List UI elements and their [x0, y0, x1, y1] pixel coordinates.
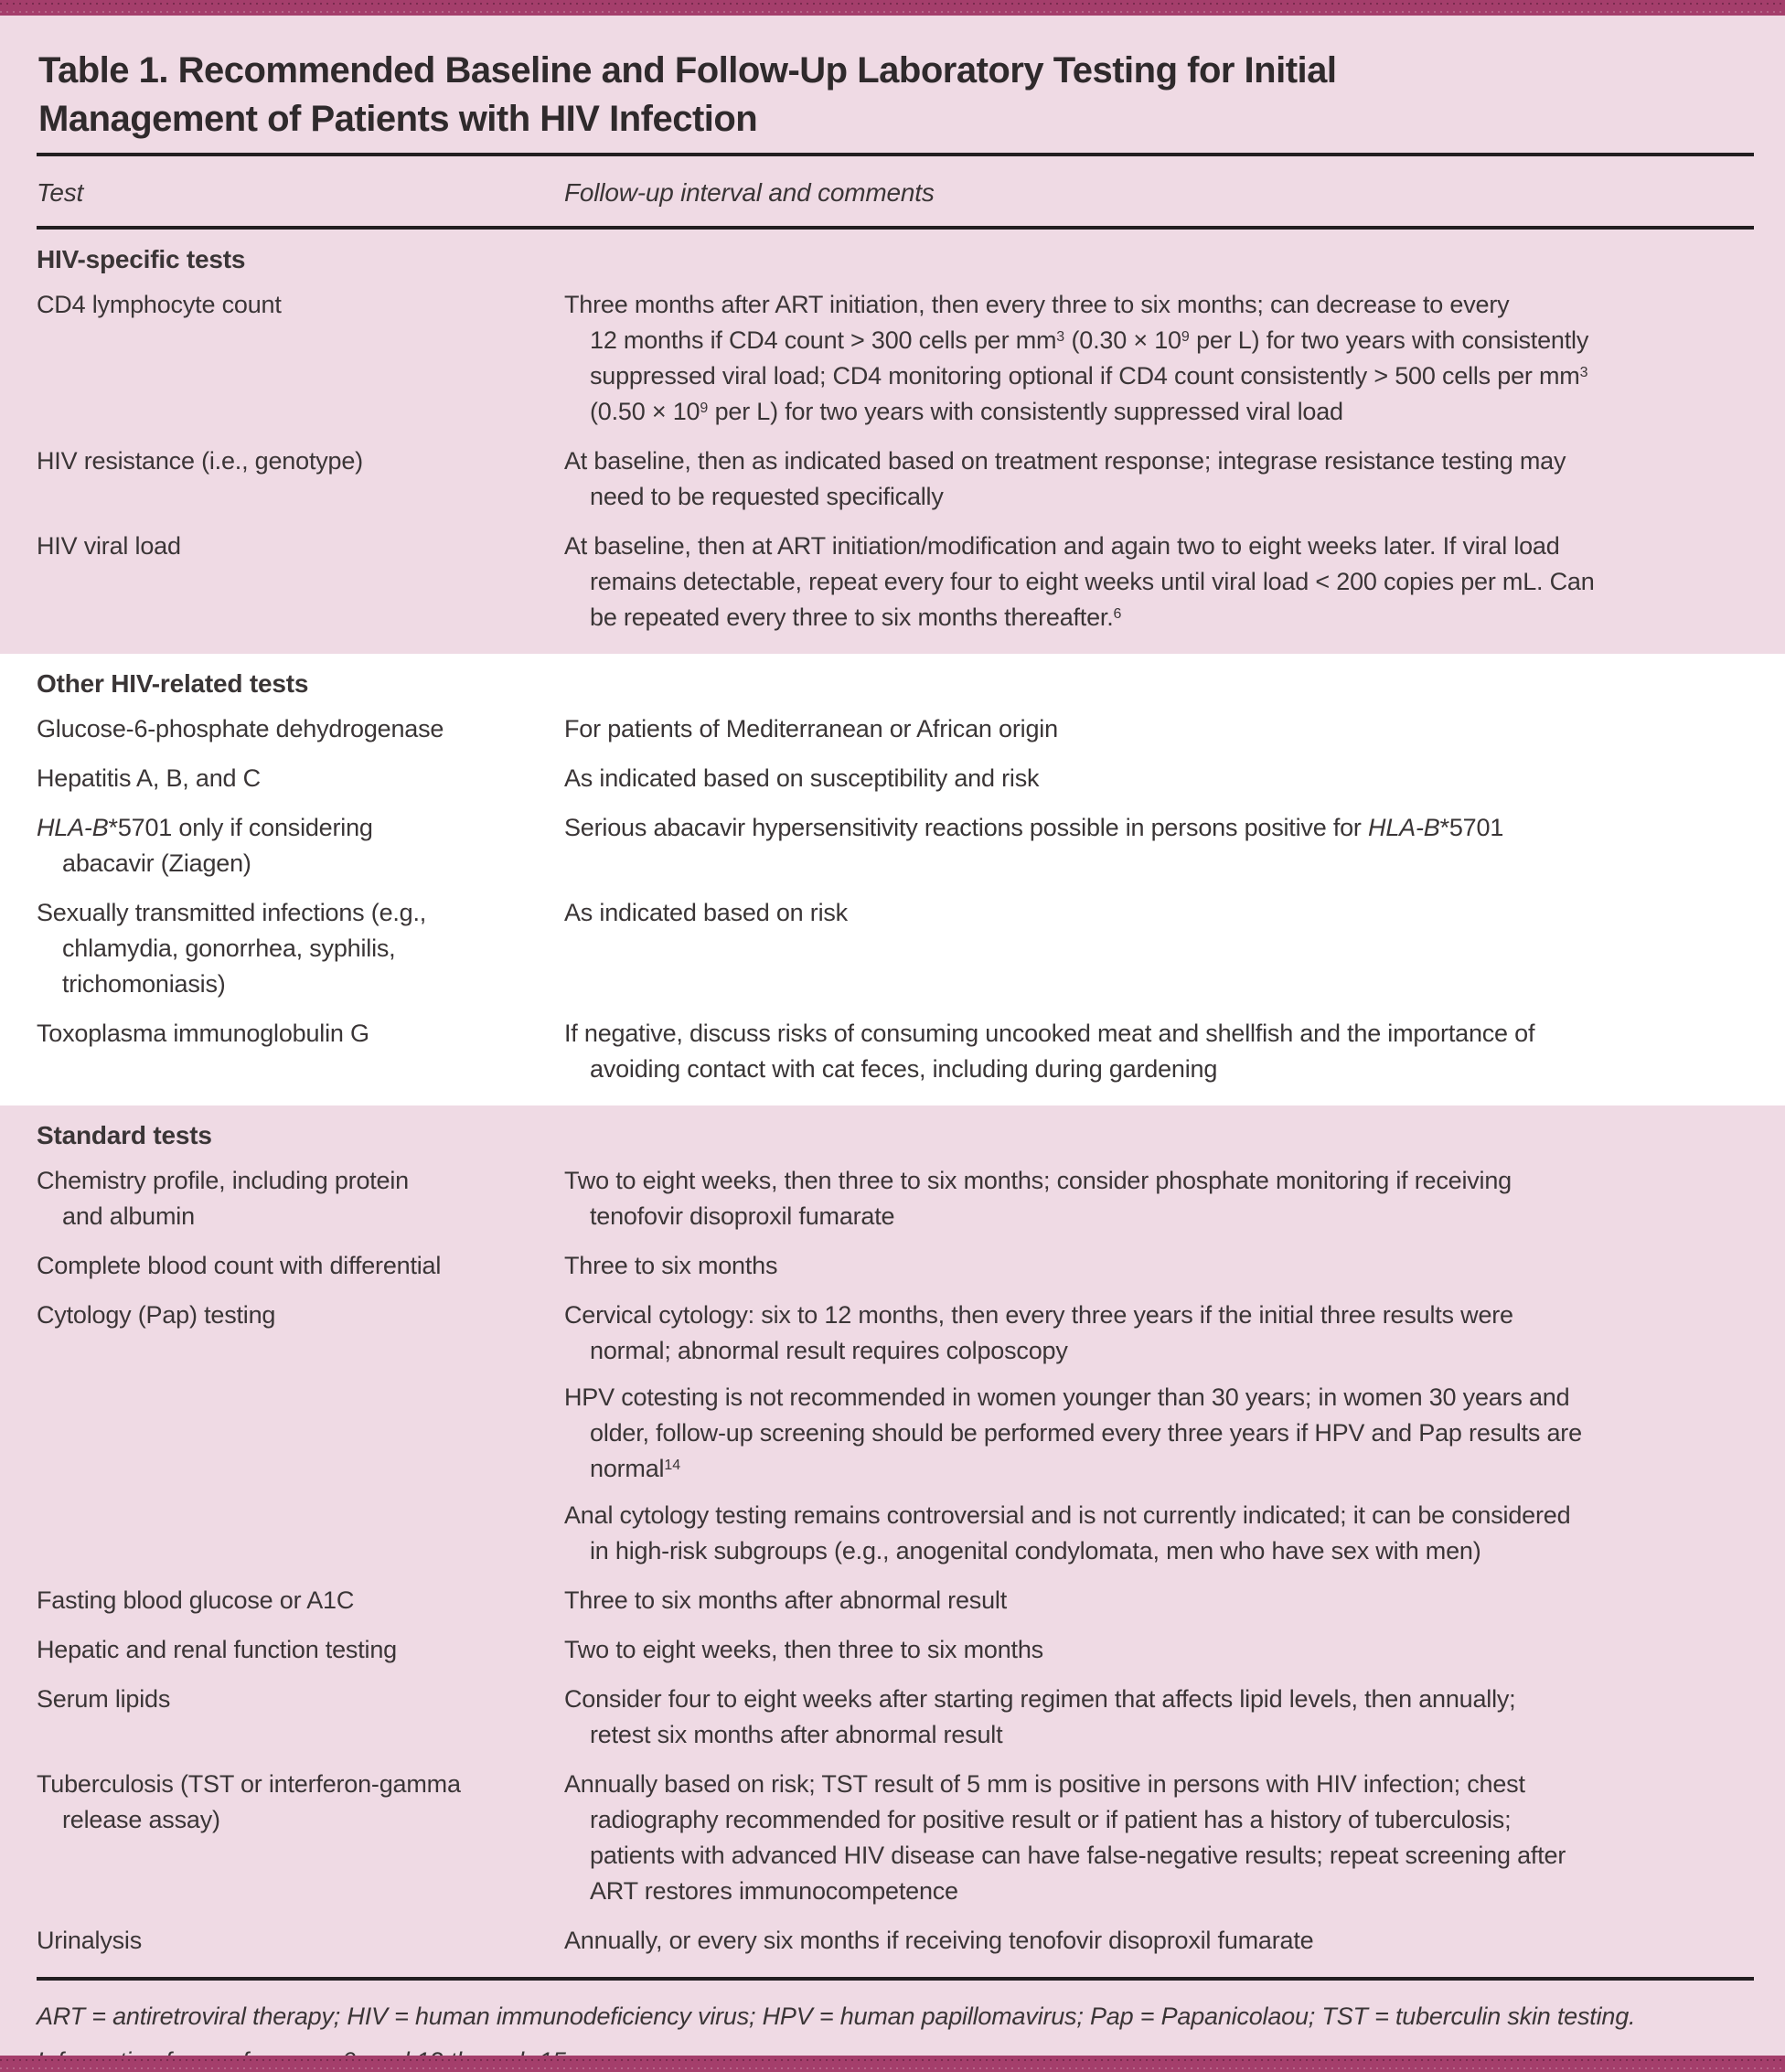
comments-cell	[564, 1767, 1754, 1909]
superscript-reference: 9	[1181, 329, 1190, 345]
table-row	[37, 1923, 1754, 1959]
text-line: At baseline, then as indicated based on treatment response; integrase resistance testing may	[564, 447, 1566, 475]
text-line: need to be requested specifically	[590, 483, 944, 510]
text-line: Serious abacavir hypersensitivity reactions possible in persons positive for HLA-B*5701	[564, 814, 1504, 841]
table-row	[37, 287, 1754, 430]
table-row	[37, 1163, 1754, 1234]
top-accent-bar	[0, 0, 1785, 16]
italic-text: HLA-B	[1368, 814, 1440, 841]
comment-paragraph	[564, 1248, 1754, 1284]
text-line: suppressed viral load; CD4 monitoring optional if CD4 count consistently > 500 cells per $mm^3$	[590, 362, 1588, 390]
text-line: Sexually transmitted infections (e.g.,	[37, 899, 427, 926]
superscript-reference: 3	[1579, 365, 1588, 380]
section-header: Standard tests	[37, 1121, 212, 1149]
test-cell	[37, 1163, 564, 1234]
column-header-row	[0, 156, 1785, 226]
table-body	[0, 230, 1785, 1977]
comments-cell	[564, 443, 1754, 515]
text-line: Cytology (Pap) testing	[37, 1301, 276, 1329]
comment-paragraph	[564, 1682, 1754, 1753]
text-line: Glucose-6-phosphate dehydrogenase	[37, 715, 444, 742]
superscript-reference: 14	[664, 1458, 681, 1473]
comment-paragraph	[564, 287, 1754, 430]
comments-cell	[564, 1923, 1754, 1959]
comments-cell	[564, 810, 1754, 881]
table-row	[37, 443, 1754, 515]
text-line: At baseline, then at ART initiation/modification and again two to eight weeks later. If viral load	[564, 532, 1560, 560]
comments-cell	[564, 287, 1754, 430]
text-line: chlamydia, gonorrhea, syphilis,	[62, 935, 396, 962]
text-line: Tuberculosis (TST or interferon-gamma	[37, 1770, 461, 1798]
comment-paragraph	[564, 1632, 1754, 1668]
comments-cell	[564, 529, 1754, 635]
text-line: Annually, or every six months if receiving tenofovir disoproxil fumarate	[564, 1927, 1314, 1954]
test-cell	[37, 711, 564, 747]
comment-paragraph	[564, 1923, 1754, 1959]
section-header: HIV-specific tests	[37, 245, 246, 273]
comments-cell	[564, 1682, 1754, 1753]
comments-cell	[564, 1016, 1754, 1087]
test-cell	[37, 287, 564, 430]
comments-cell	[564, 1632, 1754, 1668]
text-line: avoiding contact with cat feces, including during gardening	[590, 1055, 1218, 1083]
footnote-abbreviations: ART = antiretroviral therapy; HIV = human immunodeficiency virus; HPV = human papillomavirus; Pap = Papanicolaou; TST = tuberculin skin testing.	[37, 2003, 1636, 2030]
test-cell	[37, 1016, 564, 1087]
comment-paragraph	[564, 529, 1754, 635]
table-row	[37, 761, 1754, 796]
test-cell	[37, 1248, 564, 1284]
text-line: in high-risk subgroups (e.g., anogenital condylomata, men who have sex with men)	[590, 1537, 1481, 1565]
test-cell	[37, 1767, 564, 1909]
text-line: Cervical cytology: six to 12 months, then every three years if the initial three results were	[564, 1301, 1513, 1329]
section-header: Other HIV-related tests	[37, 669, 309, 698]
superscript-reference: 9	[700, 401, 709, 416]
table-header	[0, 16, 1785, 153]
text-line: HIV resistance (i.e., genotype)	[37, 447, 363, 475]
comment-paragraph	[564, 761, 1754, 796]
test-cell	[37, 443, 564, 515]
text-line: Annually based on risk; TST result of 5 mm is positive in persons with HIV infection; chest	[564, 1770, 1525, 1798]
text-line: trichomoniasis)	[62, 970, 226, 998]
text-line: As indicated based on susceptibility and risk	[564, 764, 1040, 792]
text-line: Three months after ART initiation, then every three to six months; can decrease to every	[564, 291, 1510, 318]
table-title-line-2: Management of Patients with HIV Infection	[38, 99, 758, 139]
test-cell	[37, 1682, 564, 1753]
text-line: Two to eight weeks, then three to six months	[564, 1636, 1043, 1663]
text-line: HLA-B*5701 only if considering	[37, 814, 373, 841]
table-title-line-1: Table 1. Recommended Baseline and Follow-Up Laboratory Testing for Initial	[38, 50, 1337, 91]
text-line: Three to six months	[564, 1252, 778, 1279]
comments-cell	[564, 1248, 1754, 1284]
test-cell	[37, 1632, 564, 1668]
text-line: If negative, discuss risks of consuming uncooked meat and shellfish and the importance of	[564, 1020, 1535, 1047]
section-hiv-specific-tests	[0, 230, 1785, 654]
test-cell	[37, 1583, 564, 1618]
text-line: normal; abnormal result requires colposcopy	[590, 1337, 1068, 1364]
text-line: Complete blood count with differential	[37, 1252, 442, 1279]
text-line: Fasting blood glucose or A1C	[37, 1586, 355, 1614]
table-row	[37, 895, 1754, 1002]
test-cell	[37, 895, 564, 1002]
superscript-reference: 6	[1113, 606, 1122, 622]
comment-paragraph	[564, 711, 1754, 747]
test-cell	[37, 761, 564, 796]
text-line: HPV cotesting is not recommended in women younger than 30 years; in women 30 years and	[564, 1383, 1570, 1411]
test-cell	[37, 1298, 564, 1569]
text-line: CD4 lymphocyte count	[37, 291, 282, 318]
text-line: As indicated based on risk	[564, 899, 848, 926]
comment-paragraph	[564, 1016, 1754, 1087]
text-line: and albumin	[62, 1202, 195, 1230]
comment-paragraph	[564, 1380, 1754, 1487]
text-line: Chemistry profile, including protein	[37, 1167, 409, 1194]
bottom-accent-bar	[0, 2056, 1785, 2072]
test-cell	[37, 1923, 564, 1959]
section-other-hiv-related-tests	[0, 654, 1785, 1105]
text-line: Toxoplasma immunoglobulin G	[37, 1020, 369, 1047]
text-line: Hepatitis A, B, and C	[37, 764, 261, 792]
text-line: patients with advanced HIV disease can have false-negative results; repeat screening after	[590, 1842, 1566, 1869]
comment-paragraph	[564, 1163, 1754, 1234]
text-line: older, follow-up screening should be performed every three years if HPV and Pap results are	[590, 1419, 1582, 1447]
table-title	[38, 47, 1754, 144]
comments-cell	[564, 895, 1754, 1002]
text-line: release assay)	[62, 1806, 220, 1833]
test-cell	[37, 810, 564, 881]
comments-cell	[564, 1298, 1754, 1569]
text-line: normal$^{14}$	[590, 1455, 681, 1482]
text-line: remains detectable, repeat every four to eight weeks until viral load < 200 copies per mL. Can	[590, 568, 1595, 595]
table-row	[37, 1016, 1754, 1087]
comment-paragraph	[564, 1583, 1754, 1618]
comment-paragraph	[564, 1298, 1754, 1369]
text-line: For patients of Mediterranean or African origin	[564, 715, 1058, 742]
table-row	[37, 1583, 1754, 1618]
table-row	[37, 1632, 1754, 1668]
comments-cell	[564, 1163, 1754, 1234]
table-row	[37, 711, 1754, 747]
comment-paragraph	[564, 895, 1754, 931]
text-line: be repeated every three to six months thereafter.$^6$	[590, 603, 1122, 631]
text-line: Consider four to eight weeks after starting regimen that affects lipid levels, then annually;	[564, 1685, 1516, 1713]
text-line: Three to six months after abnormal result	[564, 1586, 1008, 1614]
text-line: HIV viral load	[37, 532, 181, 560]
text-line: retest six months after abnormal result	[590, 1721, 1003, 1748]
comment-paragraph	[564, 810, 1754, 846]
comment-paragraph	[564, 443, 1754, 515]
table-row	[37, 1767, 1754, 1909]
text-line: Hepatic and renal function testing	[37, 1636, 397, 1663]
table-row	[37, 1298, 1754, 1569]
table-row	[37, 1248, 1754, 1284]
table-row	[37, 810, 1754, 881]
column-header-test: Test	[37, 178, 84, 207]
column-header-followup: Follow-up interval and comments	[564, 178, 935, 207]
table-row	[37, 1682, 1754, 1753]
comments-cell	[564, 1583, 1754, 1618]
text-line: Two to eight weeks, then three to six months; consider phosphate monitoring if receiving	[564, 1167, 1512, 1194]
text-line: Serum lipids	[37, 1685, 171, 1713]
text-line: 12 months if CD4 count > 300 cells per $mm^3$ ($0.30 \times 10^9$ per L) for two years with consistently	[590, 326, 1589, 354]
comment-paragraph	[564, 1767, 1754, 1909]
comments-cell	[564, 761, 1754, 796]
text-line: ($0.50 \times 10^9$ per L) for two years with consistently suppressed viral load	[590, 398, 1343, 425]
text-line: radiography recommended for positive result or if patient has a history of tuberculosis;	[590, 1806, 1512, 1833]
comment-paragraph	[564, 1498, 1754, 1569]
italic-text: HLA-B	[37, 814, 109, 841]
table-row	[37, 529, 1754, 635]
text-line: Urinalysis	[37, 1927, 143, 1954]
text-line: tenofovir disoproxil fumarate	[590, 1202, 895, 1230]
text-line: Anal cytology testing remains controversial and is not currently indicated; it can be considered	[564, 1501, 1571, 1529]
text-line: abacavir (Ziagen)	[62, 849, 251, 877]
comments-cell	[564, 711, 1754, 747]
test-cell	[37, 529, 564, 635]
text-line: ART restores immunocompetence	[590, 1877, 958, 1905]
superscript-reference: 3	[1056, 329, 1065, 345]
section-standard-tests	[0, 1105, 1785, 1977]
